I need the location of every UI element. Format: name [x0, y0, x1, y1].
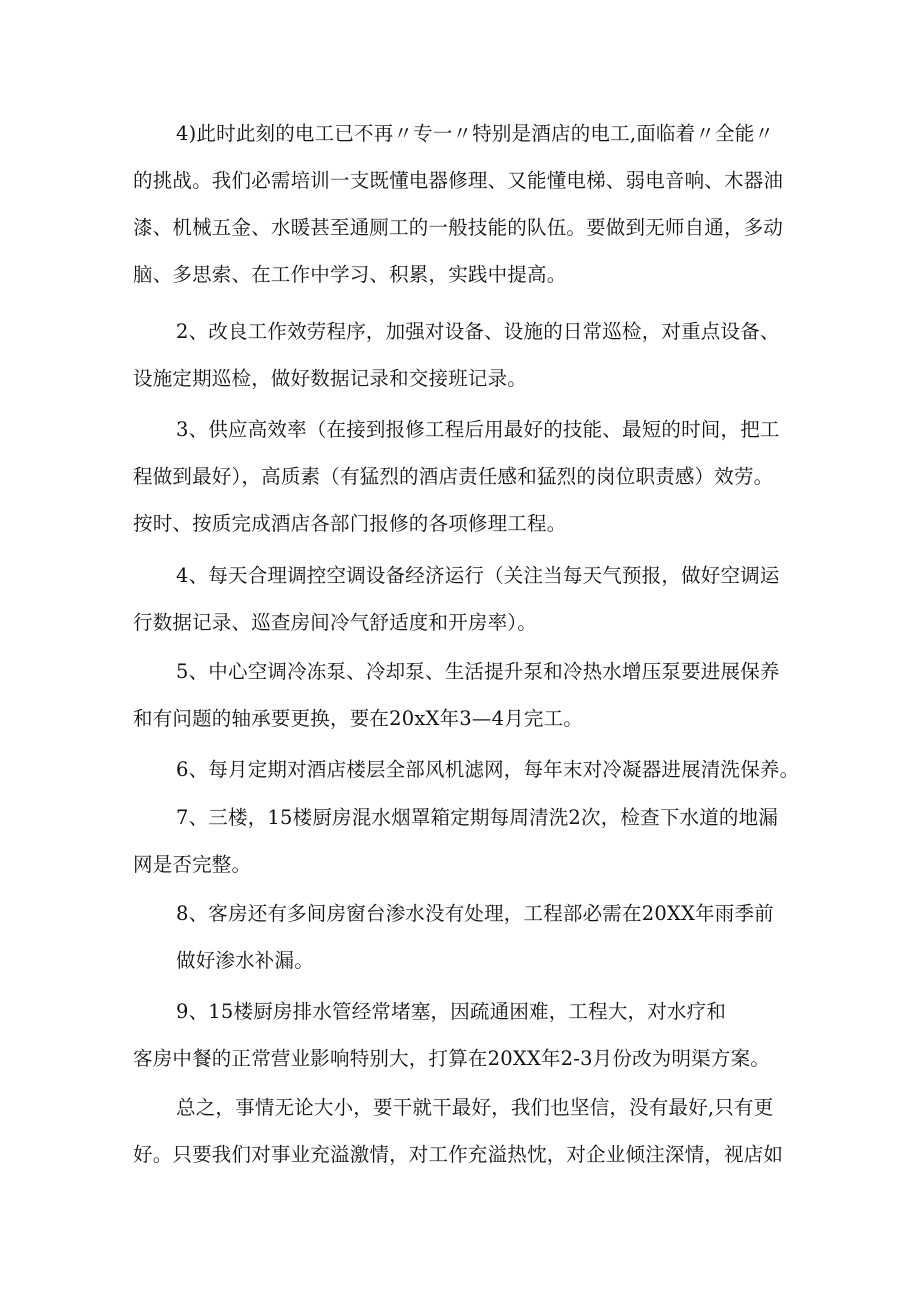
text-line: 和有问题的轴承要更换，要在20xX年3—4月完工。: [133, 707, 584, 730]
text-line: 漆、机械五金、水暖甚至通厕工的一般技能的队伍。要做到无师自通，多动: [133, 216, 784, 239]
text-line: 设施定期巡检，做好数据记录和交接班记录。: [133, 367, 528, 390]
text-line: 7、三楼，15楼厨房混水烟罩箱定期每周清洗2次，检查下水道的地漏: [176, 806, 779, 829]
text-line: 客房中餐的正常营业影响特别大，打算在20XX年2-3月份改为明渠方案。: [133, 1047, 770, 1070]
text-line: 8、客房还有多间房窗台渗水没有处理，工程部必需在20XX年雨季前: [176, 902, 774, 925]
text-line: 的挑战。我们必需培训一支既懂电器修理、又能懂电梯、弱电音响、木器油: [133, 169, 784, 192]
text-line: 2、改良工作效劳程序，加强对设备、设施的日常巡检，对重点设备、: [176, 320, 780, 343]
text-line: 按时、按质完成酒店各部门报修的各项修理工程。: [133, 512, 567, 535]
text-line: 好。只要我们对事业充溢激情，对工作充溢热忱，对企业倾注深情，视店如: [133, 1143, 784, 1166]
text-line: 5、中心空调冷冻泵、冷却泵、生活提升泵和冷热水增压泵要进展保养: [176, 660, 780, 683]
text-line: 4、每天合理调控空调设备经济运行（关注当每天气预报，做好空调运: [176, 564, 780, 587]
text-line: 程做到最好），高质素（有猛烈的酒店责任感和猛烈的岗位职责感）效劳。: [133, 465, 774, 488]
text-line: 脑、多思索、在工作中学习、积累，实践中提高。: [133, 263, 567, 286]
text-line: 做好渗水补漏。: [176, 949, 314, 972]
text-line: 9、15楼厨房排水管经常堵塞，因疏通困难，工程大，对水疗和: [176, 1000, 727, 1023]
text-line: 3、供应高效率（在接到报修工程后用最好的技能、最短的时间，把工: [176, 418, 780, 441]
text-line: 行数据记录、巡查房间冷气舒适度和开房率）。: [133, 611, 537, 634]
text-line: 总之，事情无论大小，要干就干最好，我们也坚信，没有最好,只有更: [176, 1096, 774, 1119]
text-line: 6、每月定期对酒店楼层全部风机滤网，每年末对冷凝器进展清洗保养。: [176, 758, 800, 781]
text-line: 网是否完整。: [133, 853, 252, 876]
text-line: 4)此时此刻的电工已不再〃专一〃特别是酒店的电工,面临着〃全能〃: [176, 122, 775, 145]
